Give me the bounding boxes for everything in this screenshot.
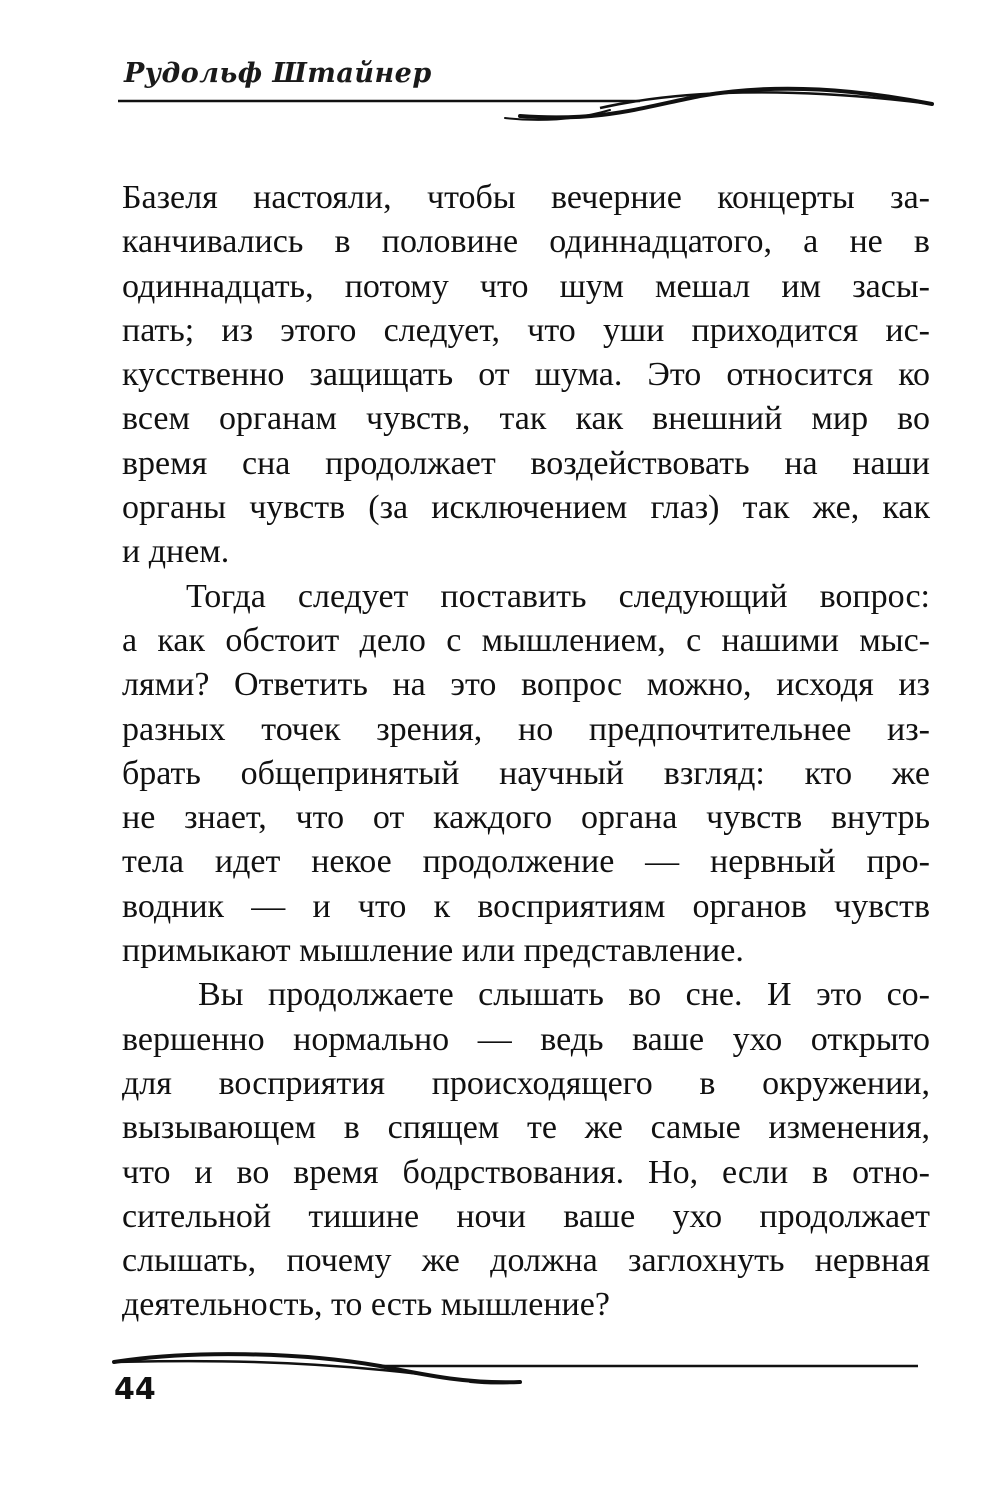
text-line: вершенно нормально — ведь ваше ухо открыто — [122, 1020, 930, 1058]
text-line: органы чувств (за исключением глаз) так же, как — [122, 489, 930, 527]
paragraph-2 — [122, 575, 930, 974]
text-line: пать; из этого следует, что уши приходится ис- — [122, 311, 930, 349]
paragraph-3 — [122, 973, 930, 1327]
text-line: тела идет некое продолжение — нервный про- — [122, 843, 930, 881]
text-line: вызывающем в спящем те же самые изменения, — [122, 1109, 930, 1147]
text-line: Вы продолжаете слышать во сне. И это со- — [198, 976, 930, 1014]
text-line: Базеля настояли, чтобы вечерние концерты за- — [122, 179, 930, 216]
text-line: для восприятия происходящего в окружении, — [122, 1064, 930, 1102]
text-line: что и во время бодрствования. Но, если в отно- — [122, 1153, 930, 1191]
text-line: время сна продолжает воздействовать на наши — [122, 444, 930, 482]
text-line: канчивались в половине одиннадцатого, а не в — [122, 223, 930, 261]
body-text — [122, 176, 930, 1328]
header-ornament — [0, 0, 1000, 140]
text-line: брать общепринятый научный взгляд: кто же — [122, 754, 930, 792]
text-line: сительной тишине ночи ваше ухо продолжает — [122, 1197, 930, 1235]
text-line: примыкают мышление или представление. — [122, 932, 744, 970]
text-line: а как обстоит дело с мышлением, с нашими мыс- — [122, 621, 930, 659]
text-line: всем органам чувств, так как внешний мир во — [122, 400, 930, 438]
text-line: не знает, что от каждого органа чувств внутрь — [122, 799, 930, 837]
text-line: деятельность, то есть мышление? — [122, 1286, 610, 1324]
text-line: кусственно защищать от шума. Это относится ко — [122, 356, 930, 394]
page-header — [0, 0, 1000, 140]
text-line: Тогда следует поставить следующий вопрос: — [186, 577, 930, 615]
page-number: 44 — [114, 1372, 156, 1407]
text-line: разных точек зрения, но предпочтительнее из- — [122, 710, 930, 748]
text-line: лями? Ответить на это вопрос можно, исходя из — [122, 666, 930, 704]
text-line: слышать, почему же должна заглохнуть нервная — [122, 1242, 930, 1280]
paragraph-1 — [122, 176, 930, 575]
text-line: и днем. — [122, 533, 230, 571]
text-line: водник — и что к восприятиям органов чувств — [122, 887, 930, 925]
running-head-author: Рудольф Штайнер — [124, 58, 432, 89]
footer-swash-lower — [114, 1354, 520, 1382]
text-line: одиннадцать, потому что шум мешал им засы- — [122, 267, 930, 305]
